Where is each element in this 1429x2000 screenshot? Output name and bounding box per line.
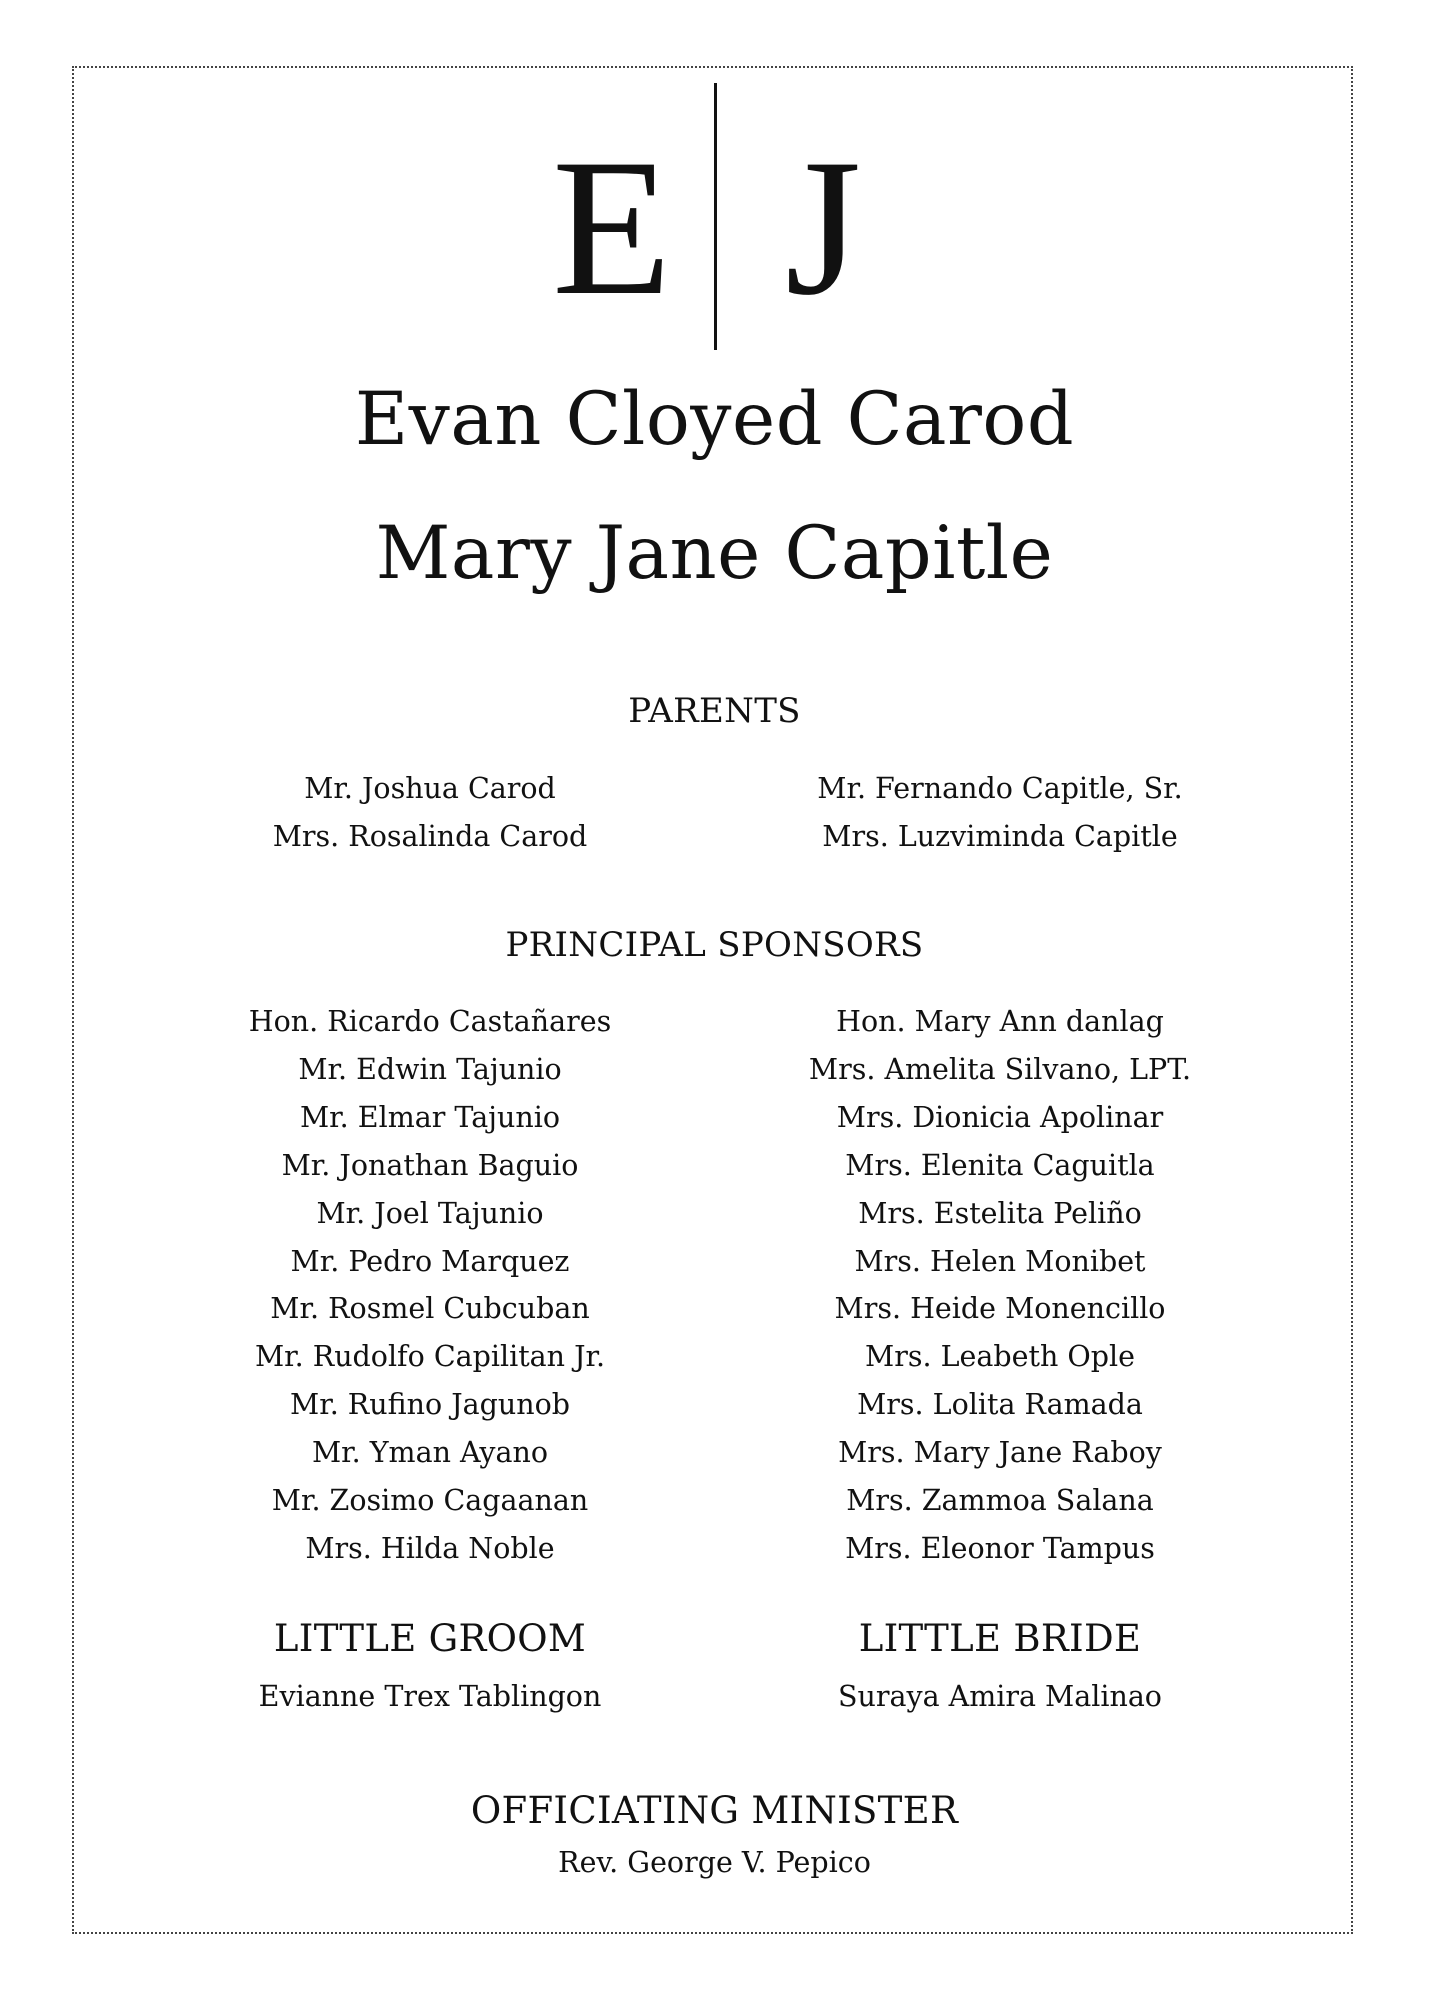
list-item: Mrs. Elenita Caguitla	[845, 1148, 1155, 1182]
list-item: Mrs. Amelita Silvano, LPT.	[808, 1052, 1192, 1086]
principal-sponsors-heading: PRINCIPAL SPONSORS	[505, 925, 924, 965]
groom-name: Evan Cloyed Carod	[354, 377, 1075, 462]
monogram-divider	[714, 83, 717, 350]
list-item: Suraya Amira Malinao	[838, 1680, 1162, 1713]
list-item: Mrs. Mary Jane Raboy	[838, 1436, 1162, 1470]
list-item: Hon. Mary Ann danlag	[836, 1005, 1164, 1038]
list-item: Mrs. Luzviminda Capitle	[822, 820, 1178, 853]
officiating-minister-name	[0, 1846, 1429, 1880]
sponsors-right-list	[790, 998, 1210, 1573]
list-item: Mr. Rudolfo Capilitan Jr.	[254, 1340, 606, 1374]
list-item: Mrs. Zammoa Salana	[846, 1484, 1154, 1518]
list-item: Mr. Joshua Carod	[304, 772, 556, 805]
list-item: Mrs. Hilda Noble	[305, 1531, 555, 1565]
little-bride-heading: LITTLE BRIDE	[858, 1617, 1142, 1660]
list-item: Mr. Rosmel Cubcuban	[270, 1292, 590, 1326]
groom-parents-list	[230, 765, 630, 861]
monogram-left-initial: E	[552, 119, 672, 336]
monogram-right-initial: J	[785, 119, 862, 336]
list-item: Mrs. Heide Monencillo	[834, 1292, 1166, 1326]
list-item: Mrs. Helen Monibet	[854, 1244, 1146, 1278]
list-item: Mrs. Eleonor Tampus	[845, 1531, 1155, 1565]
list-item: Mr. Yman Ayano	[311, 1436, 549, 1470]
list-item: Mr. Fernando Capitle, Sr.	[817, 772, 1183, 805]
list-item: Mrs. Dionicia Apolinar	[836, 1100, 1164, 1134]
list-item: Mrs. Estelita Peliño	[858, 1196, 1142, 1230]
list-item: Mrs. Leabeth Ople	[865, 1340, 1135, 1374]
list-item: Mr. Joel Tajunio	[316, 1196, 544, 1230]
little-groom-heading: LITTLE GROOM	[273, 1617, 587, 1660]
list-item: Mr. Pedro Marquez	[290, 1244, 570, 1278]
bride-parents-list	[790, 765, 1210, 861]
officiating-minister-heading: OFFICIATING MINISTER	[470, 1789, 959, 1832]
little-bride-name	[790, 1680, 1210, 1714]
list-item: Rev. George V. Pepico	[558, 1846, 871, 1879]
list-item: Mr. Jonathan Baguio	[281, 1148, 579, 1182]
list-item: Evianne Trex Tablingon	[258, 1680, 602, 1713]
list-item: Mr. Zosimo Cagaanan	[271, 1484, 589, 1518]
list-item: Hon. Ricardo Castañares	[248, 1005, 612, 1038]
parents-heading: PARENTS	[628, 691, 801, 731]
list-item: Mrs. Lolita Ramada	[857, 1388, 1143, 1422]
bride-name: Mary Jane Capitle	[375, 511, 1054, 596]
sponsors-left-list	[230, 998, 630, 1573]
list-item: Mr. Rufino Jagunob	[290, 1388, 570, 1422]
list-item: Mrs. Rosalinda Carod	[272, 820, 588, 853]
little-groom-name	[230, 1680, 630, 1714]
list-item: Mr. Elmar Tajunio	[299, 1100, 561, 1134]
list-item: Mr. Edwin Tajunio	[298, 1052, 562, 1086]
